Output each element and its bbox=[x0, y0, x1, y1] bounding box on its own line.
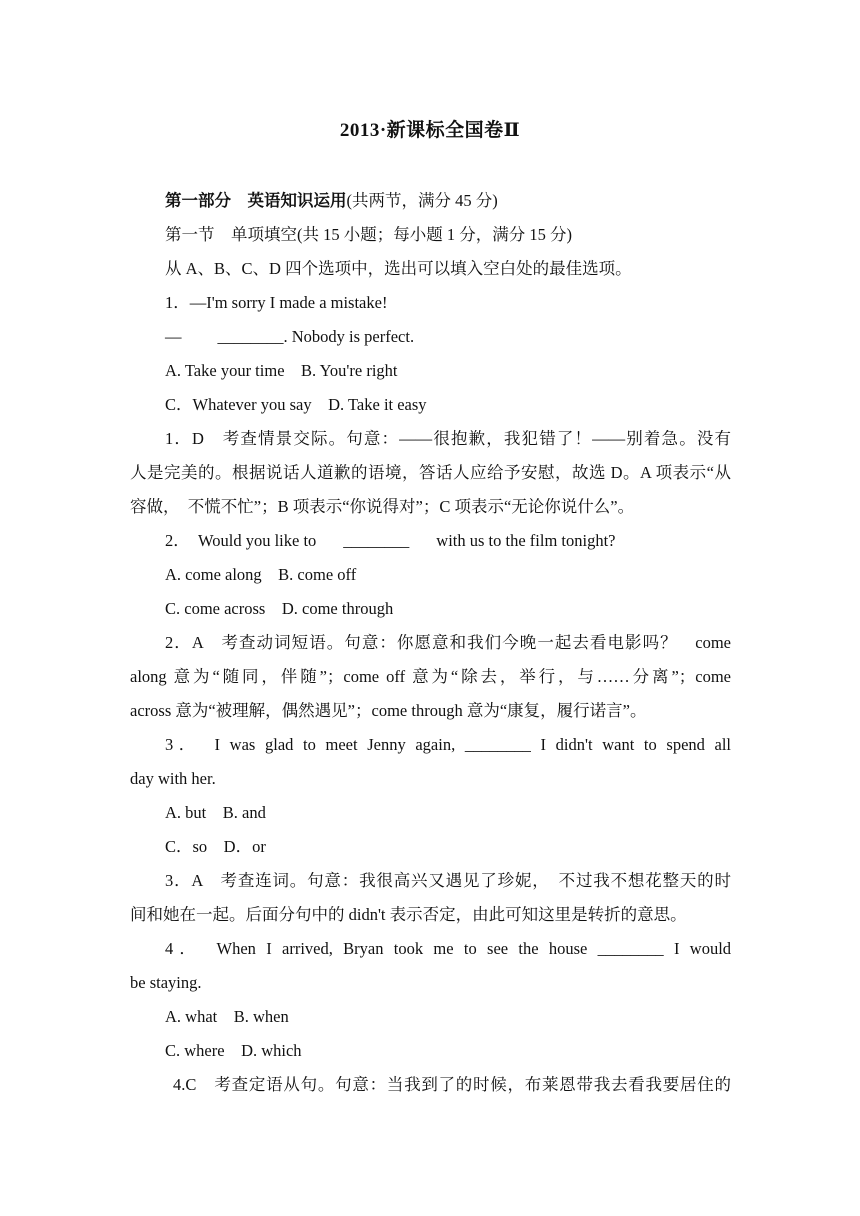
part-heading bbox=[130, 184, 731, 218]
q1-reply bbox=[130, 320, 731, 354]
q1-answer-line-1: 1．D 考查情景交际。句意：——很抱歉，我犯错了！——别着急。没有 bbox=[165, 429, 731, 448]
q4-answer-line-1: 4.C 考查定语从句。句意：当我到了的时候，布莱恩带我去看我要居住的 bbox=[173, 1075, 731, 1094]
q3-stem-b: I didn't want to spend all bbox=[540, 735, 732, 754]
q1-reply-rest: . Nobody is perfect. bbox=[283, 327, 415, 346]
q3-stem-a: 3． I was glad to meet Jenny again, bbox=[165, 735, 456, 754]
q2-answer-line-3: across 意为“被理解，偶然遇见”；come through 意为“康复，履行诺言”。 bbox=[130, 701, 647, 720]
q4-stem bbox=[130, 932, 731, 966]
q4-stem-b: I would bbox=[673, 939, 732, 958]
q2-options-cd: C. come across D. come through bbox=[165, 599, 394, 618]
q3-stem-line-2: day with her. bbox=[130, 769, 216, 788]
instruction: 从 A、B、C、D 四个选项中，选出可以填入空白处的最佳选项。 bbox=[165, 259, 632, 278]
q3-options-ab: A. but B. and bbox=[165, 803, 266, 822]
section-heading bbox=[130, 218, 731, 252]
page-title: 2013·新课标全国卷Ⅱ bbox=[339, 120, 521, 141]
q4-options-cd: C. where D. which bbox=[165, 1041, 302, 1060]
q1-answer-line-2: 人是完美的。根据说话人道歉的语境，答话人应给予安慰，故选 D。A 项表示“从 bbox=[130, 463, 731, 482]
q1-stem: 1．—I'm sorry I made a mistake! bbox=[165, 293, 388, 312]
q3-stem bbox=[130, 728, 731, 762]
q4-blank: ________ bbox=[597, 939, 664, 958]
q2-stem-a: 2． Would you like to bbox=[165, 531, 317, 550]
q2-stem bbox=[130, 524, 731, 558]
q1-reply-dash: — bbox=[165, 327, 182, 346]
document-body bbox=[130, 184, 731, 1102]
q2-blank: ________ bbox=[343, 531, 410, 550]
q1-options-cd: C．Whatever you say D. Take it easy bbox=[165, 395, 427, 414]
q2-answer-line-1: 2．A 考查动词短语。句意：你愿意和我们今晚一起去看电影吗？ come bbox=[165, 633, 731, 652]
q3-options-cd: C．so D．or bbox=[165, 837, 266, 856]
part-heading-bold: 第一部分 英语知识运用 bbox=[165, 191, 347, 210]
part-heading-rest: (共两节，满分 45 分) bbox=[346, 191, 498, 210]
q2-stem-b: with us to the film tonight? bbox=[436, 531, 616, 550]
q1-blank: ________ bbox=[217, 327, 284, 346]
q1-answer-line-3: 容做， 不慌不忙”；B 项表示“你说得对”；C 项表示“无论你说什么”。 bbox=[130, 497, 635, 516]
q1-options-ab: A. Take your time B. You're right bbox=[165, 361, 398, 380]
q3-answer-line-1: 3．A 考查连词。句意：我很高兴又遇见了珍妮， 不过我不想花整天的时 bbox=[165, 871, 731, 890]
section-heading-rest: (共 15 小题；每小题 1 分，满分 15 分) bbox=[297, 225, 572, 244]
q2-answer-line-2: along 意为“随同，伴随”；come off 意为“除去，举行，与……分离”；come bbox=[130, 667, 731, 686]
q4-stem-a: 4． When I arrived, Bryan took me to see the house bbox=[165, 939, 588, 958]
q3-answer-line-2: 间和她在一起。后面分句中的 didn't 表示否定，由此可知这里是转折的意思。 bbox=[130, 905, 687, 924]
q2-options-ab: A. come along B. come off bbox=[165, 565, 357, 584]
q4-options-ab: A. what B. when bbox=[165, 1007, 289, 1026]
q4-stem-line-2: be staying. bbox=[130, 973, 202, 992]
section-heading-label: 第一节 单项填空 bbox=[165, 225, 297, 244]
q3-blank: ________ bbox=[464, 735, 531, 754]
